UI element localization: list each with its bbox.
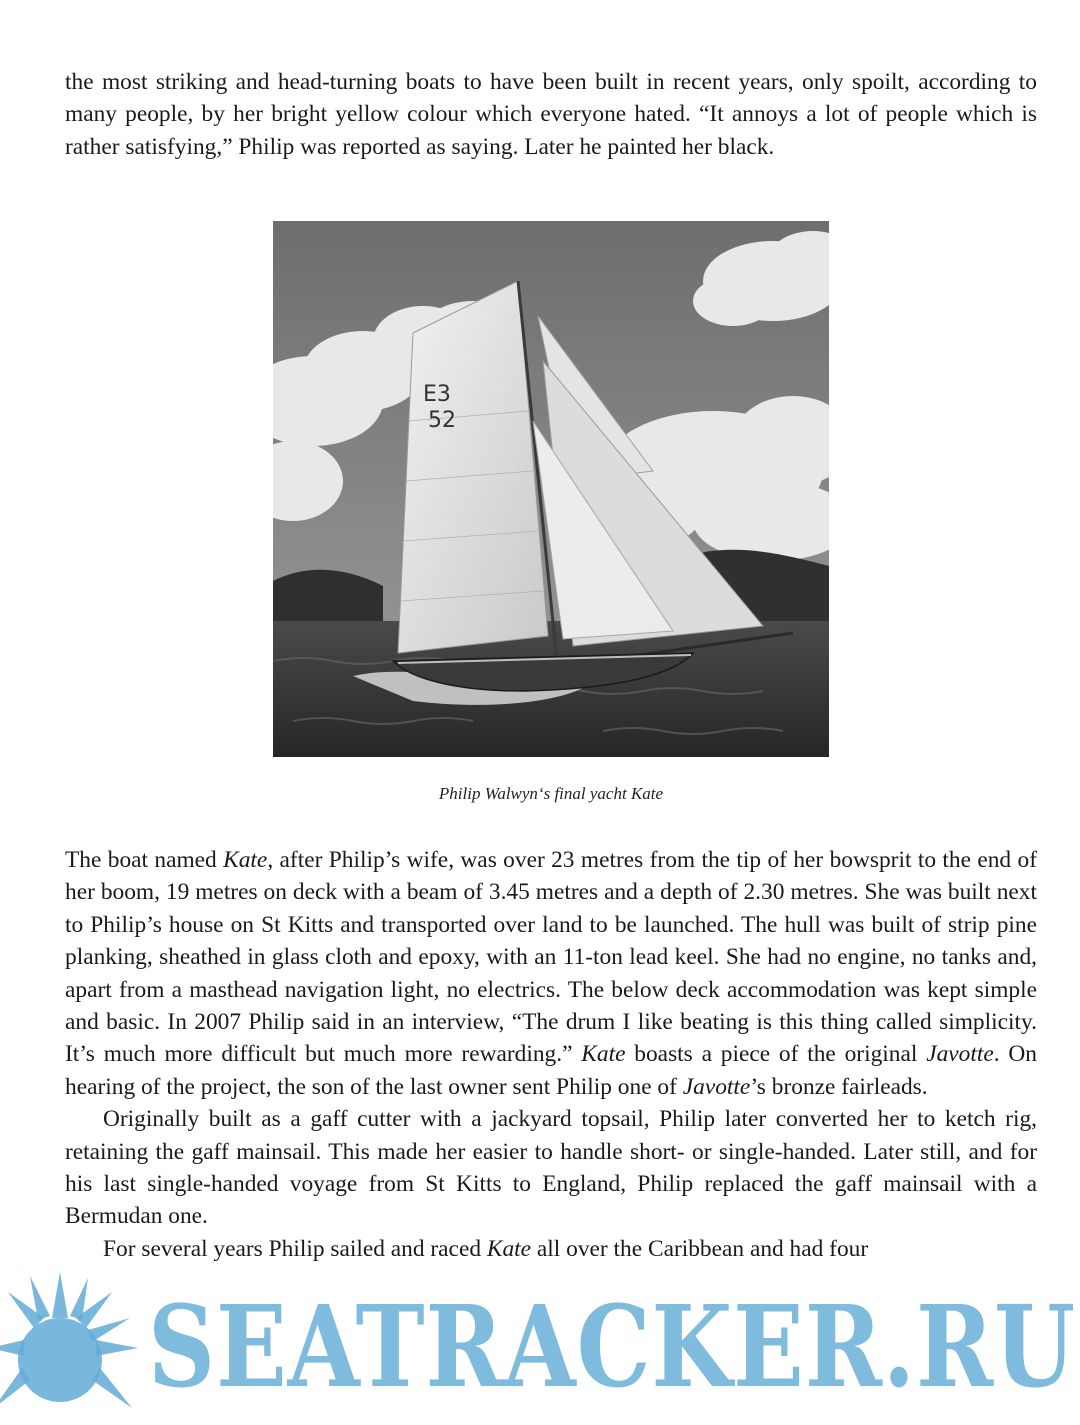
sail-number-top: E3 <box>423 382 451 407</box>
sun-logo-icon <box>0 1270 150 1425</box>
paragraph-boat-description: The boat named Kate, after Philip’s wife, was over 23 metres from the tip of her bowsprit to the end of her boom, 19 metres on deck with a beam of 3.45 metres and a depth of 2.30 metres. She was built next to Philip’s house on St Kitts and transported over land to be launched. The hull was built of strip pine planking, sheathed in glass cloth and epoxy, with an 11-ton lead keel. She had no engine, no tanks and, apart from a masthead navigation light, no electrics. The below deck accommodation was kept simple and basic. In 2007 Philip said in an interview, “The drum I like beating is this thing called simplicity. It’s much more difficult but much more rewarding.” Kate boasts a piece of the original Javotte. On hearing of the project, the son of the last owner sent Philip one of Javotte’s bronze fairleads. <box>65 847 1037 1100</box>
paragraph-caribbean-racing: For several years Philip sailed and raced Kate all over the Caribbean and had four <box>103 1235 869 1262</box>
photo-caption: Philip Walwyn‘s final yacht Kate <box>438 784 664 803</box>
yacht-photo <box>273 221 829 757</box>
top-text-block <box>65 66 1037 163</box>
paragraph-rig-conversion: Originally built as a gaff cutter with a jackyard topsail, Philip later converted her to ketch rig, retaining the gaff mainsail. This made her easier to handle short- or single-handed. Later still, and for his last single-handed voyage from St Kitts to England, Philip replaced the gaff mainsail with a Bermudan one. <box>65 1106 1037 1230</box>
top-paragraph: the most striking and head-turning boats to have been built in recent years, only spoilt, according to many people, by her bright yellow colour which everyone hated. “It annoys a lot of people which is rather satisfying,” Philip was reported as saying. Later he painted her black. <box>65 69 1037 160</box>
watermark-text: SEATRACKER.RU <box>148 1282 1076 1413</box>
sail-number-bottom: 52 <box>428 408 456 433</box>
main-text-block <box>65 844 1037 1265</box>
watermark <box>0 1270 1080 1425</box>
yacht-photo-illustration <box>273 221 829 757</box>
